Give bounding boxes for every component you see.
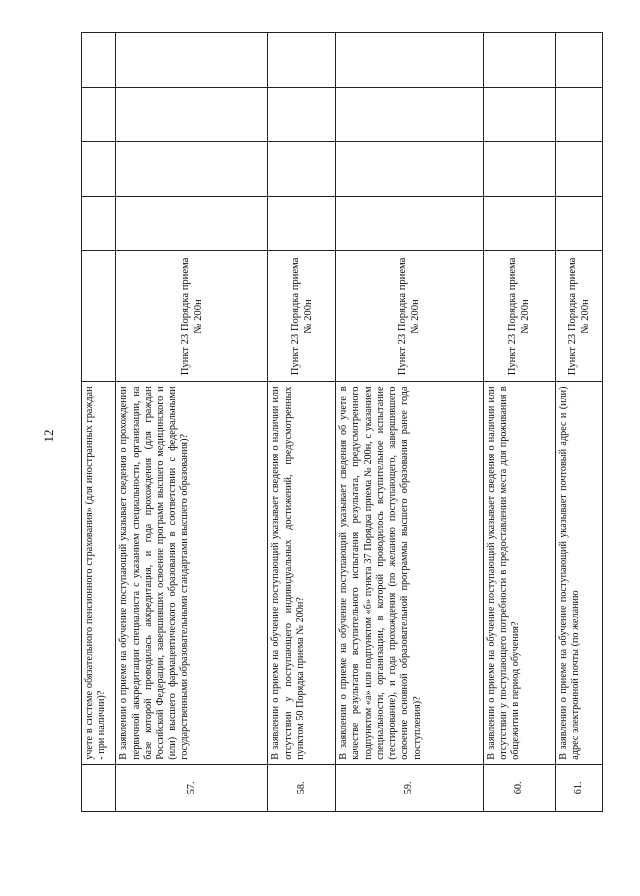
table-row bbox=[116, 33, 268, 812]
answer-cell[interactable] bbox=[116, 196, 268, 251]
answer-cell[interactable] bbox=[336, 87, 483, 142]
answer-cell[interactable] bbox=[336, 196, 483, 251]
question-cell: В заявлении о приеме на обучение поступающий указывает почтовый адрес и (или) адрес электронной почты (по желанию bbox=[556, 382, 603, 764]
reference-cell: Пункт 23 Порядка приема № 200н bbox=[556, 251, 603, 382]
answer-cell[interactable] bbox=[268, 142, 336, 197]
answer-cell[interactable] bbox=[82, 87, 116, 142]
answer-cell[interactable] bbox=[483, 33, 556, 88]
answer-cell[interactable] bbox=[268, 33, 336, 88]
answer-cell[interactable] bbox=[116, 142, 268, 197]
table-row bbox=[82, 33, 116, 812]
reference-cell: Пункт 23 Порядка приема № 200н bbox=[483, 251, 556, 382]
question-cell: В заявлении о приеме на обучение поступающий указывает сведения об учете в качестве результатов вступительного испытания результата, предусмотренного подпунктом «а» или подпунктом «б» пункта 37 Порядка приема № 200н, с указанием специальности, организации, в которой проводилось вступительное испытание (тестирование), и года прохождения (по желанию поступающего, завершившего освоение основной образовательной программы высшего образования ранее года поступления)? bbox=[336, 382, 483, 764]
checklist-table bbox=[81, 32, 603, 812]
question-cell: В заявлении о приеме на обучение поступающий указывает сведения о наличии или отсутствии у поступающего потребности в предоставлении места для проживания в общежитии в период обучения? bbox=[483, 382, 556, 764]
reference-cell: Пункт 23 Порядка приема № 200н bbox=[116, 251, 268, 382]
answer-cell[interactable] bbox=[556, 33, 603, 88]
table-wrapper bbox=[81, 32, 601, 795]
answer-cell[interactable] bbox=[483, 142, 556, 197]
table-row bbox=[483, 33, 556, 812]
table-rotated bbox=[81, 32, 603, 812]
answer-cell[interactable] bbox=[268, 87, 336, 142]
answer-cell[interactable] bbox=[336, 33, 483, 88]
answer-cell[interactable] bbox=[336, 142, 483, 197]
reference-cell: Пункт 23 Порядка приема № 200н bbox=[268, 251, 336, 382]
table-row bbox=[556, 33, 603, 812]
answer-cell[interactable] bbox=[116, 33, 268, 88]
answer-cell[interactable] bbox=[116, 87, 268, 142]
answer-cell[interactable] bbox=[483, 196, 556, 251]
table-row bbox=[336, 33, 483, 812]
answer-cell[interactable] bbox=[556, 87, 603, 142]
reference-cell bbox=[82, 251, 116, 382]
answer-cell[interactable] bbox=[82, 196, 116, 251]
question-cell: В заявлении о приеме на обучение поступающий указывает сведения о наличии или отсутствии у поступающего индивидуальных достижений, предусмотренных пунктом 50 Порядка приема № 200н? bbox=[268, 382, 336, 764]
row-number: 61. bbox=[556, 764, 603, 811]
page-number: 12 bbox=[41, 429, 56, 443]
table-row bbox=[268, 33, 336, 812]
reference-cell: Пункт 23 Порядка приема № 200н bbox=[336, 251, 483, 382]
row-number: 57. bbox=[116, 764, 268, 811]
question-cell: учете в системе обязательного пенсионного страхования» (для иностранных граждан - при наличии)? bbox=[82, 382, 116, 764]
row-number bbox=[82, 764, 116, 811]
answer-cell[interactable] bbox=[556, 196, 603, 251]
answer-cell[interactable] bbox=[556, 142, 603, 197]
row-number: 60. bbox=[483, 764, 556, 811]
row-number: 58. bbox=[268, 764, 336, 811]
answer-cell[interactable] bbox=[82, 33, 116, 88]
question-cell: В заявлении о приеме на обучение поступающий указывает сведения о прохождении первичной аккредитации специалиста с указанием специальности, организации, на базе которой проводилась аккредитация, и года прохождения (для граждан Российской Федерации, завершивших освоение программ высшего медицинского и (или) высшего фармацевтического образования в соответствии с федеральными государственными образовательными стандартами высшего образования)? bbox=[116, 382, 268, 764]
row-number: 59. bbox=[336, 764, 483, 811]
answer-cell[interactable] bbox=[82, 142, 116, 197]
answer-cell[interactable] bbox=[483, 87, 556, 142]
answer-cell[interactable] bbox=[268, 196, 336, 251]
